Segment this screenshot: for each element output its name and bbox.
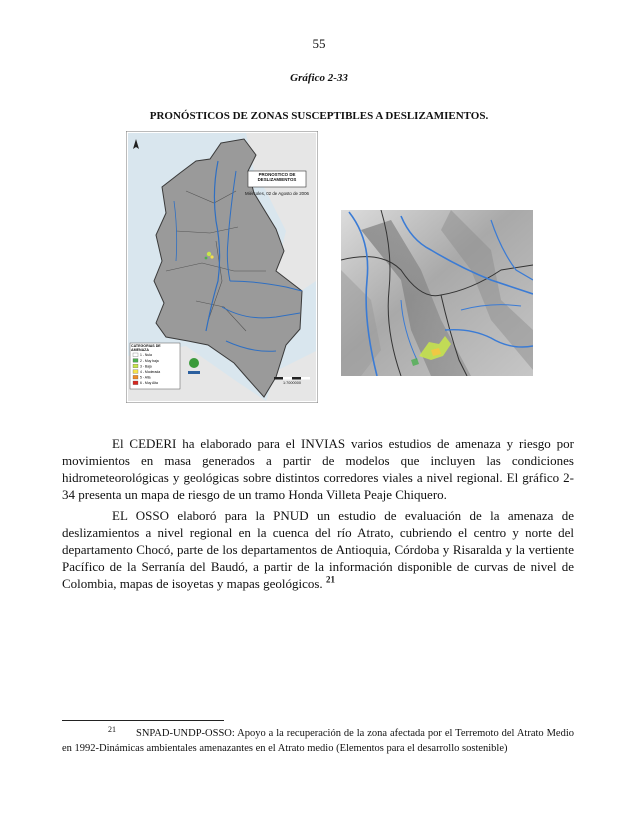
legend-swatch [133,364,138,368]
legend-label: 4 - Moderada [140,370,161,374]
legend-swatch [133,381,138,385]
figure-title: PRONÓSTICOS DE ZONAS SUSCEPTIBLES A DESLIZAMIENTOS. [149,110,489,122]
map-date: Miércoles, 02 de Agosto de 2006 [245,191,309,196]
footnote-separator [62,720,224,721]
page-number: 55 [312,36,326,51]
legend-label: 1 - Nula [140,353,152,358]
paragraph-text-wrap [62,507,574,592]
paragraph-osso [62,507,574,592]
legend-swatch [133,375,138,379]
legend-label: 3 - Baja [140,364,152,369]
legend-swatch [133,353,138,357]
relief-detail-map [341,210,533,376]
footnote-reference[interactable]: 21 [325,574,335,585]
legend-label: 5 - Alta [140,375,151,380]
figure-label: Gráfico 2-33 [290,72,348,84]
paragraph-cederi [62,435,574,503]
legend-title: CATEGORIAS DE AMENAZA [131,344,161,352]
logo-icon [189,358,199,368]
map-scale: 1:7000000 [283,381,301,385]
legend-swatch [133,359,138,363]
paragraph-text: EL OSSO elaboró para la PNUD un estudio de evaluación de la amenaza de deslizamientos a nivel regional en la cuenca del río Atrato, cubriendo el centro y norte del departamento Chocó, parte de los departamentos de Antioquia, Córdoba y Risaralda y la vertiente Pacífico de la Serranía del Baudó, a partir de la información disponible de curvas de nivel de Colombia, mapas de isoyetas y mapas geológicos. [62,508,574,591]
legend-label: 2 - Muy baja [140,358,159,363]
legend-swatch [133,370,138,374]
landslide-forecast-map [126,131,318,403]
paragraph-text: El CEDERI ha elaborado para el INVIAS varios estudios de amenaza y riesgo por movimientos en masa generados a partir de modelos que incluyen las condiciones hidrometeorológicas y geológicas sobre distintos corredores viales a nivel regional. El gráfico 2-34 presenta un mapa de riesgo de un tramo Honda Villeta Peaje Chiquero. [62,436,574,502]
footnote-text: SNPAD-UNDP-OSSO: Apoyo a la recuperación de la zona afectada por el Terremoto del Atrato Medio en 1992-Dinámicas ambientales amenazantes en el Atrato medio (Elementos para el desarrollo sostenible) [62,728,574,754]
map-title-box-text: PRONOSTICO DE DESLIZAMIENTOS [257,172,297,182]
footnote: 21 SNPAD-UNDP-OSSO: Apoyo a la recuperación de la zona afectada por el Terremoto del Atrato Medio en 1992-Dinámicas ambientales amenazantes en el Atrato medio (Elementos para el desarrollo sostenible) [62,724,574,754]
legend-label: 6 - Muy Alta [140,381,158,386]
